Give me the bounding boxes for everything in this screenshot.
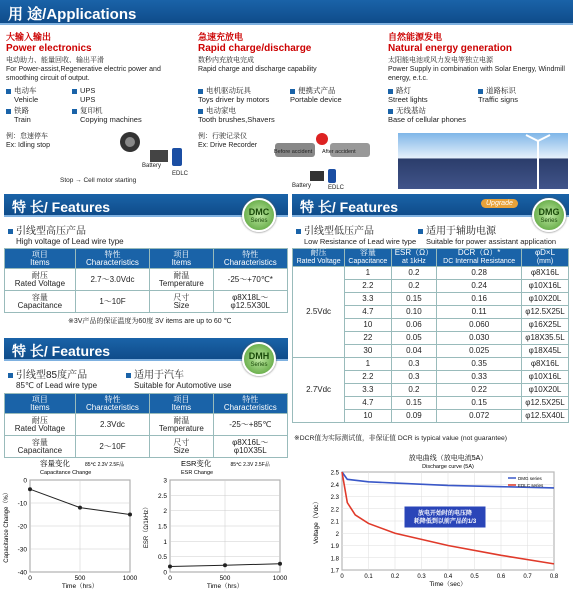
x-tick-label: 0.2 bbox=[390, 574, 400, 580]
column-header: ESR（Ω） at 1kHz bbox=[391, 249, 437, 267]
app-title-cn: 急速充放电 bbox=[198, 32, 244, 42]
y-axis-label: Voltage（Vdc） bbox=[313, 498, 320, 544]
table-cell: 0.24 bbox=[437, 280, 522, 293]
table-cell: 0.2 bbox=[391, 280, 437, 293]
table-cell: 0.04 bbox=[391, 345, 437, 358]
y-tick-label: 1.9 bbox=[330, 544, 339, 550]
x-tick-label: 0.8 bbox=[549, 574, 559, 580]
x-tick-label: 1000 bbox=[272, 575, 288, 582]
table-cell: 0.28 bbox=[437, 267, 522, 280]
before-label: Before accident bbox=[274, 149, 313, 155]
list-item: 路灯 Street lights bbox=[388, 86, 428, 104]
chart-title: ESR变化 bbox=[181, 459, 212, 468]
y-tick-label: 1.5 bbox=[157, 523, 167, 531]
list-item: 电动家电 Tooth brushes,Shavers bbox=[198, 106, 275, 124]
discharge-curve-chart bbox=[292, 452, 569, 589]
annotation-text: 放电开始时的电压降 bbox=[417, 511, 473, 517]
dmg-feature-1: 引线型低压产品 Low Resistance of Lead wire type bbox=[296, 222, 416, 246]
app-desc-cn: 数秒内充放电完成 bbox=[198, 57, 254, 64]
chart-subtitle: ESR Change bbox=[181, 470, 214, 476]
app-desc-en: Power Supply in combination with Solar Energy, Windmill energy, e.t.c. bbox=[388, 66, 565, 82]
y-tick-label: 2 bbox=[163, 508, 167, 516]
column-header: DCR（Ω）* DC Internal Resistance bbox=[437, 249, 522, 267]
example-en: Ex: Drive Recorder bbox=[198, 142, 258, 149]
dmc-note: ※3V产品的保证温度为60度 3V items are up to 60 ℃ bbox=[68, 318, 232, 325]
x-axis-label: Time（hrs） bbox=[61, 583, 99, 589]
y-tick-label: 2.4 bbox=[330, 482, 339, 489]
x-tick-label: 1000 bbox=[122, 575, 138, 582]
list-item: 电动车 Vehicle bbox=[6, 86, 38, 104]
app-title-cn: 大输入输出 bbox=[6, 32, 52, 42]
table-cell: 0.15 bbox=[437, 397, 522, 410]
y-tick-label: 2.1 bbox=[330, 519, 339, 526]
x-tick-label: 500 bbox=[219, 575, 231, 582]
table-cell: 1 bbox=[345, 358, 391, 371]
table-cell: 4.7 bbox=[345, 397, 391, 410]
chart-title: 容量变化 bbox=[40, 459, 70, 468]
app-desc-en: Rapid charge and discharge capability bbox=[198, 66, 317, 73]
after-label: After accident bbox=[322, 149, 356, 155]
table-cell: φ12.5X25L bbox=[522, 306, 569, 319]
column-header: 容量 Capacitance bbox=[345, 249, 391, 267]
y-tick-label: 2.5 bbox=[157, 492, 167, 500]
table-cell: 0.35 bbox=[437, 358, 522, 371]
list-item: 无线基站 Base of cellular phones bbox=[388, 106, 466, 124]
table-cell: φ18X35.5L bbox=[522, 332, 569, 345]
legend-label: DMG series bbox=[518, 476, 542, 481]
table-cell: φ18X45L bbox=[522, 345, 569, 358]
y-tick-label: -20 bbox=[17, 523, 27, 531]
y-tick-label: 3 bbox=[163, 477, 167, 485]
table-cell: 0.2 bbox=[391, 267, 437, 280]
table-cell: φ12.5X25L bbox=[522, 397, 569, 410]
table-cell: 1 bbox=[345, 267, 391, 280]
y-tick-label: 2.3 bbox=[330, 495, 339, 501]
table-cell: 0.060 bbox=[437, 319, 522, 332]
table-cell: φ10X16L bbox=[522, 371, 569, 384]
table-cell: 0.025 bbox=[437, 345, 522, 358]
x-tick-label: 0.5 bbox=[470, 574, 479, 580]
table-cell: 0.22 bbox=[437, 384, 522, 397]
applications-title: 用 途/Applications bbox=[8, 6, 137, 23]
table-cell: 0.06 bbox=[391, 319, 437, 332]
table-cell: 0.030 bbox=[437, 332, 522, 345]
y-tick-label: -10 bbox=[17, 500, 27, 508]
upgrade-tag: Upgrade bbox=[481, 199, 518, 208]
dmc-spec-table: 项目 Items 特性 Characteristics 项目 Items 特性 Characteristics 耐压 Rated Voltage 2.7～3.0Vdc 耐温 Temperature -25～+70℃* 容量 Capacitance 1～10F 尺寸 Size φ8X18L～ φ12.5X30L bbox=[4, 248, 288, 313]
chart-condition: 85℃ 2.3V 2.5F品 bbox=[230, 462, 270, 468]
stop-caption: Stop → Cell motor starting bbox=[60, 177, 137, 184]
legend-label: EDLC series bbox=[518, 483, 544, 488]
dmc-feature: 引线型高压产品 High voltage of Lead wire type bbox=[8, 222, 124, 246]
x-tick-label: 0 bbox=[28, 575, 32, 582]
example-en: Ex: Idling stop bbox=[6, 142, 50, 149]
chart-subtitle: Discharge curve (5A) bbox=[422, 464, 474, 470]
column-header: 耐压 Rated Voltage bbox=[293, 249, 345, 267]
table-cell: 0.3 bbox=[391, 371, 437, 384]
list-item: 铁路 Train bbox=[6, 106, 31, 124]
column-header: φD×L (mm) bbox=[522, 249, 569, 267]
y-tick-label: 0 bbox=[23, 477, 27, 485]
y-tick-label: 0.5 bbox=[157, 554, 167, 562]
y-tick-label: -30 bbox=[17, 546, 27, 554]
y-tick-label: 1.7 bbox=[330, 568, 339, 575]
dmh-feature-2: 适用于汽车 Suitable for Automotive use bbox=[126, 366, 231, 390]
chart-subtitle: Capacitance Change bbox=[40, 470, 92, 476]
edlc-label: EDLC bbox=[328, 185, 345, 191]
x-tick-label: 0 bbox=[340, 574, 344, 580]
app-title-en: Power electronics bbox=[6, 43, 92, 54]
dmh-feature-1: 引线型85度产品 85℃ of Lead wire type bbox=[8, 366, 97, 390]
app-title-en: Rapid charge/discharge bbox=[198, 43, 312, 54]
y-tick-label: 1.8 bbox=[330, 556, 339, 563]
list-item: 便携式产品 Portable device bbox=[290, 86, 342, 104]
y-tick-label: 2.5 bbox=[330, 470, 339, 477]
table-cell: 2.2 bbox=[345, 280, 391, 293]
list-item: UPS UPS bbox=[72, 86, 95, 104]
table-cell: 10 bbox=[345, 319, 391, 332]
data-point bbox=[128, 513, 132, 517]
table-cell: 10 bbox=[345, 410, 391, 423]
dmg-spec-table bbox=[292, 248, 569, 423]
y-tick-label: 2.2 bbox=[330, 507, 339, 514]
table-cell: 0.16 bbox=[437, 293, 522, 306]
chart-title: 放电曲线（放电电流5A） bbox=[408, 455, 488, 462]
table-cell: 30 bbox=[345, 345, 391, 358]
table-cell: 0.11 bbox=[437, 306, 522, 319]
table-cell: φ8X16L bbox=[522, 358, 569, 371]
y-axis-label: ESR（Ω/1kHz） bbox=[144, 503, 150, 549]
x-tick-label: 0.1 bbox=[364, 574, 373, 580]
voltage-cell: 2.7Vdc bbox=[293, 358, 345, 423]
dmh-features-bar: 特 长/ Features bbox=[4, 338, 288, 361]
voltage-cell: 2.5Vdc bbox=[293, 267, 345, 358]
example-cn: 例：怠速停车 bbox=[6, 133, 48, 140]
table-cell: φ10X20L bbox=[522, 293, 569, 306]
y-tick-label: 1 bbox=[163, 538, 167, 546]
table-cell: 0.072 bbox=[437, 410, 522, 423]
table-cell: 2.2 bbox=[345, 371, 391, 384]
app-title-en: Natural energy generation bbox=[388, 43, 512, 54]
dmg-note: ※DCR值为实际测试值，非保证值 DCR is typical value (not guarantee) bbox=[294, 435, 508, 442]
x-tick-label: 0.3 bbox=[417, 574, 426, 580]
table-cell: 0.10 bbox=[391, 306, 437, 319]
edlc-label: EDLC bbox=[172, 171, 189, 177]
table-cell: φ16X25L bbox=[522, 319, 569, 332]
table-cell: 0.09 bbox=[391, 410, 437, 423]
data-point bbox=[168, 564, 172, 568]
table-cell: 3.3 bbox=[345, 293, 391, 306]
x-tick-label: 0.6 bbox=[496, 574, 506, 580]
table-cell: φ12.5X40L bbox=[522, 410, 569, 423]
table-cell: φ10X16L bbox=[522, 280, 569, 293]
table-cell: φ8X16L bbox=[522, 267, 569, 280]
battery-label: Battery bbox=[142, 163, 162, 169]
table-cell: 0.2 bbox=[391, 384, 437, 397]
table-row bbox=[293, 358, 569, 371]
list-item: 电机驱动玩具 Toys driver by motors bbox=[198, 86, 270, 104]
esr-change-chart bbox=[140, 456, 288, 589]
table-cell: φ10X20L bbox=[522, 384, 569, 397]
table-cell: 0.15 bbox=[391, 397, 437, 410]
x-tick-label: 0.7 bbox=[523, 574, 532, 580]
list-item: 道路标识 Traffic signs bbox=[478, 86, 519, 104]
battery-label: Battery bbox=[292, 183, 312, 189]
table-cell: 0.05 bbox=[391, 332, 437, 345]
dmg-features-bar: 特 长/ Features bbox=[292, 194, 569, 217]
app-desc-en: For Power-assist,Regenerative electric power and smoothing circuit of output. bbox=[6, 66, 161, 82]
x-axis-label: Time（hrs） bbox=[206, 583, 244, 589]
table-cell: 22 bbox=[345, 332, 391, 345]
capacitance-change-chart bbox=[0, 456, 140, 589]
drive-recorder-illustration bbox=[270, 125, 380, 195]
list-item: 复印机 Copying machines bbox=[72, 106, 142, 124]
table-cell: 0.15 bbox=[391, 293, 437, 306]
table-cell: 0.33 bbox=[437, 371, 522, 384]
data-point bbox=[223, 563, 227, 567]
table-row bbox=[293, 267, 569, 280]
windmill-icon bbox=[398, 133, 568, 189]
app-desc-cn: 太阳能电池或风力发电等独立电源 bbox=[388, 57, 493, 64]
solar-windmill-photo bbox=[398, 133, 568, 189]
y-axis-label: Capacitance Change（%） bbox=[4, 489, 10, 563]
app-desc-cn: 电动助力、能量回收、输出平滑 bbox=[6, 57, 104, 64]
dmh-spec-table: 项目 Items 特性 Characteristics 项目 Items 特性 Characteristics 耐压 Rated Voltage 2.3Vdc 耐温 Temperature -25～+85℃ 容量 Capacitance 2～10F 尺寸 Size φ8X16L～ φ10X35L bbox=[4, 393, 288, 458]
y-tick-label: 0 bbox=[163, 569, 167, 577]
car-crash-icon bbox=[270, 125, 380, 195]
dmg-feature-2: 适用于辅助电源 Suitable for power assistant application bbox=[418, 222, 556, 246]
dmh-series-badge: DMH Series bbox=[242, 342, 276, 376]
x-tick-label: 0.4 bbox=[443, 574, 453, 580]
x-tick-label: 500 bbox=[74, 575, 86, 582]
table-cell: 0.3 bbox=[391, 358, 437, 371]
table-cell: 4.7 bbox=[345, 306, 391, 319]
annotation-text: 耗降低到以前产品的1/3 bbox=[413, 519, 477, 525]
data-point bbox=[78, 506, 82, 510]
data-point bbox=[278, 562, 282, 566]
chart-condition: 85℃ 2.3V 2.5F品 bbox=[85, 462, 125, 468]
app-title-cn: 自然能源发电 bbox=[388, 32, 443, 42]
applications-header-bar bbox=[0, 0, 573, 25]
dmc-features-bar: 特 长/ Features bbox=[4, 194, 288, 217]
x-tick-label: 0 bbox=[168, 575, 172, 582]
x-axis-label: Time（sec） bbox=[429, 581, 467, 588]
example-cn: 例：行驶记录仪 bbox=[198, 133, 247, 140]
y-tick-label: -40 bbox=[17, 569, 27, 577]
data-point bbox=[28, 487, 32, 491]
table-cell: 3.3 bbox=[345, 384, 391, 397]
dmg-series-badge: DMG Series bbox=[532, 198, 566, 232]
y-tick-label: 2 bbox=[335, 531, 339, 538]
app-natural-energy bbox=[388, 32, 568, 130]
dmc-series-badge: DMC Series bbox=[242, 198, 276, 232]
